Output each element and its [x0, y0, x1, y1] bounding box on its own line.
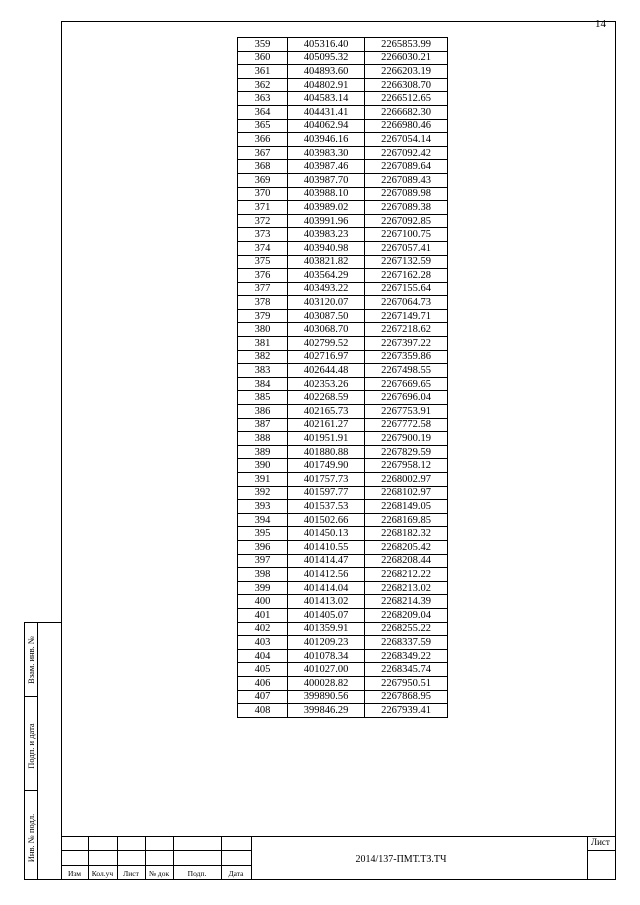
y-coordinate-cell: 2267958.12: [365, 459, 448, 473]
point-number-cell: 403: [238, 636, 288, 650]
table-row: [238, 255, 448, 269]
point-number-cell: 405: [238, 663, 288, 677]
y-coordinate-cell: 2267868.95: [365, 690, 448, 704]
document-code: 2014/137-ПМТ.ТЗ.ТЧ: [355, 854, 447, 865]
point-number-cell: 369: [238, 173, 288, 187]
page-number: 14: [595, 18, 606, 30]
point-number-cell: 391: [238, 473, 288, 487]
x-coordinate-cell: 405095.32: [288, 51, 365, 65]
y-coordinate-cell: 2268214.39: [365, 595, 448, 609]
x-coordinate-cell: 402161.27: [288, 418, 365, 432]
point-number-cell: 407: [238, 690, 288, 704]
y-coordinate-cell: 2267829.59: [365, 445, 448, 459]
x-coordinate-cell: 401412.56: [288, 568, 365, 582]
point-number-cell: 385: [238, 391, 288, 405]
x-coordinate-cell: 401951.91: [288, 432, 365, 446]
x-coordinate-cell: 404583.14: [288, 92, 365, 106]
table-row: [238, 160, 448, 174]
y-coordinate-cell: 2267089.43: [365, 173, 448, 187]
point-number-cell: 364: [238, 105, 288, 119]
x-coordinate-cell: 403120.07: [288, 296, 365, 310]
table-row: [238, 323, 448, 337]
table-row: [238, 500, 448, 514]
point-number-cell: 381: [238, 337, 288, 351]
point-number-cell: 379: [238, 309, 288, 323]
y-coordinate-cell: 2266308.70: [365, 78, 448, 92]
x-coordinate-cell: 403087.50: [288, 309, 365, 323]
y-coordinate-cell: 2267900.19: [365, 432, 448, 446]
col-label: Подп.: [187, 869, 207, 878]
x-coordinate-cell: 403946.16: [288, 133, 365, 147]
y-coordinate-cell: 2268002.97: [365, 473, 448, 487]
y-coordinate-cell: 2265853.99: [365, 38, 448, 52]
point-number-cell: 398: [238, 568, 288, 582]
y-coordinate-cell: 2266030.21: [365, 51, 448, 65]
table-row: [238, 187, 448, 201]
x-coordinate-cell: 401880.88: [288, 445, 365, 459]
y-coordinate-cell: 2267498.55: [365, 364, 448, 378]
x-coordinate-cell: 403991.96: [288, 214, 365, 228]
point-number-cell: 400: [238, 595, 288, 609]
coordinates-table: [237, 37, 448, 718]
x-coordinate-cell: 401078.34: [288, 649, 365, 663]
table-row: [238, 676, 448, 690]
y-coordinate-cell: 2267939.41: [365, 704, 448, 718]
x-coordinate-cell: 402644.48: [288, 364, 365, 378]
table-row: [238, 309, 448, 323]
y-coordinate-cell: 2267089.38: [365, 201, 448, 215]
table-row: [238, 459, 448, 473]
x-coordinate-cell: 400028.82: [288, 676, 365, 690]
y-coordinate-cell: 2268169.85: [365, 513, 448, 527]
y-coordinate-cell: 2268345.74: [365, 663, 448, 677]
y-coordinate-cell: 2267149.71: [365, 309, 448, 323]
point-number-cell: 384: [238, 377, 288, 391]
side-label-podp: Подп. и дата: [26, 723, 36, 769]
point-number-cell: 388: [238, 432, 288, 446]
col-label: Кол.уч: [91, 869, 114, 878]
point-number-cell: 374: [238, 241, 288, 255]
point-number-cell: 395: [238, 527, 288, 541]
y-coordinate-cell: 2266682.30: [365, 105, 448, 119]
table-row: [238, 38, 448, 52]
x-coordinate-cell: 401405.07: [288, 608, 365, 622]
y-coordinate-cell: 2267100.75: [365, 228, 448, 242]
y-coordinate-cell: 2267772.58: [365, 418, 448, 432]
table-row: [238, 432, 448, 446]
y-coordinate-cell: 2267054.14: [365, 133, 448, 147]
point-number-cell: 363: [238, 92, 288, 106]
point-number-cell: 377: [238, 282, 288, 296]
point-number-cell: 392: [238, 486, 288, 500]
y-coordinate-cell: 2268149.05: [365, 500, 448, 514]
table-row: [238, 540, 448, 554]
table-row: [238, 622, 448, 636]
x-coordinate-cell: 401209.23: [288, 636, 365, 650]
table-row: [238, 608, 448, 622]
point-number-cell: 376: [238, 269, 288, 283]
x-coordinate-cell: 403564.29: [288, 269, 365, 283]
table-row: [238, 269, 448, 283]
point-number-cell: 368: [238, 160, 288, 174]
table-row: [238, 391, 448, 405]
table-row: [238, 119, 448, 133]
x-coordinate-cell: 404802.91: [288, 78, 365, 92]
point-number-cell: 397: [238, 554, 288, 568]
y-coordinate-cell: 2268255.22: [365, 622, 448, 636]
table-row: [238, 364, 448, 378]
point-number-cell: 386: [238, 405, 288, 419]
point-number-cell: 372: [238, 214, 288, 228]
y-coordinate-cell: 2267092.85: [365, 214, 448, 228]
table-row: [238, 568, 448, 582]
table-row: [238, 690, 448, 704]
table-row: [238, 649, 448, 663]
x-coordinate-cell: 404893.60: [288, 65, 365, 79]
point-number-cell: 396: [238, 540, 288, 554]
table-row: [238, 581, 448, 595]
table-row: [238, 527, 448, 541]
point-number-cell: 380: [238, 323, 288, 337]
point-number-cell: 367: [238, 146, 288, 160]
table-row: [238, 51, 448, 65]
col-label: Дата: [228, 869, 244, 878]
x-coordinate-cell: 401414.47: [288, 554, 365, 568]
x-coordinate-cell: 401414.04: [288, 581, 365, 595]
point-number-cell: 393: [238, 500, 288, 514]
x-coordinate-cell: 401537.53: [288, 500, 365, 514]
x-coordinate-cell: 403983.30: [288, 146, 365, 160]
y-coordinate-cell: 2267669.65: [365, 377, 448, 391]
x-coordinate-cell: 401027.00: [288, 663, 365, 677]
table-row: [238, 486, 448, 500]
table-row: [238, 595, 448, 609]
y-coordinate-cell: 2268102.97: [365, 486, 448, 500]
x-coordinate-cell: 399846.29: [288, 704, 365, 718]
col-label: Лист: [123, 869, 139, 878]
y-coordinate-cell: 2268212.22: [365, 568, 448, 582]
y-coordinate-cell: 2267132.59: [365, 255, 448, 269]
x-coordinate-cell: 402165.73: [288, 405, 365, 419]
y-coordinate-cell: 2268208.44: [365, 554, 448, 568]
y-coordinate-cell: 2268182.32: [365, 527, 448, 541]
x-coordinate-cell: 401749.90: [288, 459, 365, 473]
table-row: [238, 473, 448, 487]
table-row: [238, 663, 448, 677]
y-coordinate-cell: 2267057.41: [365, 241, 448, 255]
table-row: [238, 92, 448, 106]
x-coordinate-cell: 403821.82: [288, 255, 365, 269]
x-coordinate-cell: 401359.91: [288, 622, 365, 636]
x-coordinate-cell: 404431.41: [288, 105, 365, 119]
side-label-vzam: Взам. инв. №: [26, 636, 36, 684]
x-coordinate-cell: 402268.59: [288, 391, 365, 405]
y-coordinate-cell: 2267092.42: [365, 146, 448, 160]
table-row: [238, 105, 448, 119]
x-coordinate-cell: 401502.66: [288, 513, 365, 527]
table-row: [238, 214, 448, 228]
point-number-cell: 375: [238, 255, 288, 269]
y-coordinate-cell: 2267359.86: [365, 350, 448, 364]
y-coordinate-cell: 2266512.65: [365, 92, 448, 106]
point-number-cell: 399: [238, 581, 288, 595]
table-row: [238, 228, 448, 242]
table-row: [238, 636, 448, 650]
point-number-cell: 373: [238, 228, 288, 242]
side-stamp: [24, 622, 61, 880]
x-coordinate-cell: 403987.46: [288, 160, 365, 174]
point-number-cell: 366: [238, 133, 288, 147]
x-coordinate-cell: 403989.02: [288, 201, 365, 215]
y-coordinate-cell: 2267089.64: [365, 160, 448, 174]
table-row: [238, 513, 448, 527]
table-row: [238, 337, 448, 351]
point-number-cell: 394: [238, 513, 288, 527]
point-number-cell: 402: [238, 622, 288, 636]
table-row: [238, 704, 448, 718]
table-row: [238, 78, 448, 92]
point-number-cell: 408: [238, 704, 288, 718]
table-row: [238, 296, 448, 310]
table-row: [238, 241, 448, 255]
point-number-cell: 365: [238, 119, 288, 133]
x-coordinate-cell: 401757.73: [288, 473, 365, 487]
y-coordinate-cell: 2266980.46: [365, 119, 448, 133]
sheet-label: Лист: [591, 837, 610, 847]
table-row: [238, 418, 448, 432]
table-row: [238, 201, 448, 215]
point-number-cell: 370: [238, 187, 288, 201]
point-number-cell: 401: [238, 608, 288, 622]
side-label-inv: Инв. № подл.: [26, 813, 36, 863]
point-number-cell: 390: [238, 459, 288, 473]
x-coordinate-cell: 402716.97: [288, 350, 365, 364]
y-coordinate-cell: 2267753.91: [365, 405, 448, 419]
y-coordinate-cell: 2267162.28: [365, 269, 448, 283]
x-coordinate-cell: 404062.94: [288, 119, 365, 133]
table-row: [238, 282, 448, 296]
point-number-cell: 389: [238, 445, 288, 459]
table-row: [238, 133, 448, 147]
point-number-cell: 359: [238, 38, 288, 52]
y-coordinate-cell: 2268337.59: [365, 636, 448, 650]
y-coordinate-cell: 2268213.02: [365, 581, 448, 595]
y-coordinate-cell: 2267696.04: [365, 391, 448, 405]
col-label: Изм: [67, 869, 82, 878]
x-coordinate-cell: 405316.40: [288, 38, 365, 52]
y-coordinate-cell: 2267089.98: [365, 187, 448, 201]
y-coordinate-cell: 2267950.51: [365, 676, 448, 690]
x-coordinate-cell: 403987.70: [288, 173, 365, 187]
point-number-cell: 406: [238, 676, 288, 690]
x-coordinate-cell: 401413.02: [288, 595, 365, 609]
y-coordinate-cell: 2268209.04: [365, 608, 448, 622]
y-coordinate-cell: 2267064.73: [365, 296, 448, 310]
col-label: № док: [148, 869, 170, 878]
x-coordinate-cell: 403068.70: [288, 323, 365, 337]
x-coordinate-cell: 399890.56: [288, 690, 365, 704]
point-number-cell: 361: [238, 65, 288, 79]
table-row: [238, 445, 448, 459]
x-coordinate-cell: 401450.13: [288, 527, 365, 541]
x-coordinate-cell: 403493.22: [288, 282, 365, 296]
point-number-cell: 362: [238, 78, 288, 92]
title-block: [61, 836, 616, 880]
point-number-cell: 360: [238, 51, 288, 65]
x-coordinate-cell: 401410.55: [288, 540, 365, 554]
y-coordinate-cell: 2268349.22: [365, 649, 448, 663]
y-coordinate-cell: 2268205.42: [365, 540, 448, 554]
point-number-cell: 387: [238, 418, 288, 432]
table-row: [238, 350, 448, 364]
x-coordinate-cell: 403940.98: [288, 241, 365, 255]
point-number-cell: 382: [238, 350, 288, 364]
point-number-cell: 371: [238, 201, 288, 215]
table-row: [238, 405, 448, 419]
point-number-cell: 378: [238, 296, 288, 310]
x-coordinate-cell: 401597.77: [288, 486, 365, 500]
table-row: [238, 554, 448, 568]
x-coordinate-cell: 403983.23: [288, 228, 365, 242]
table-row: [238, 146, 448, 160]
x-coordinate-cell: 403988.10: [288, 187, 365, 201]
table-row: [238, 173, 448, 187]
y-coordinate-cell: 2267155.64: [365, 282, 448, 296]
y-coordinate-cell: 2267397.22: [365, 337, 448, 351]
x-coordinate-cell: 402799.52: [288, 337, 365, 351]
y-coordinate-cell: 2267218.62: [365, 323, 448, 337]
point-number-cell: 404: [238, 649, 288, 663]
y-coordinate-cell: 2266203.19: [365, 65, 448, 79]
table-row: [238, 65, 448, 79]
point-number-cell: 383: [238, 364, 288, 378]
x-coordinate-cell: 402353.26: [288, 377, 365, 391]
table-row: [238, 377, 448, 391]
